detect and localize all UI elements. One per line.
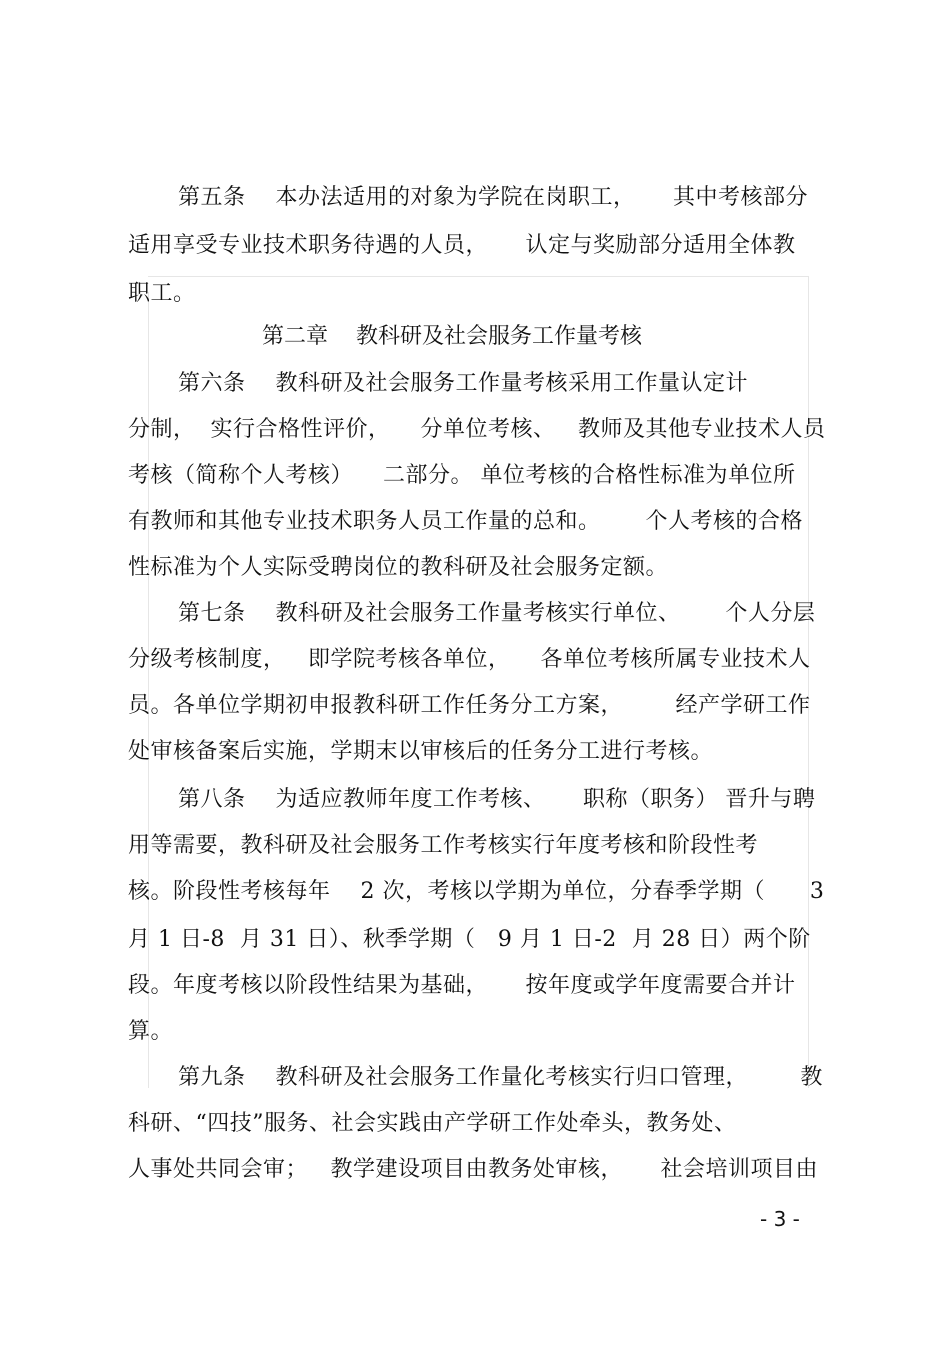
frame-left-line (148, 292, 149, 1088)
article-7-line-4: 处审核备案后实施，学期末以审核后的任务分工进行考核。 (128, 739, 714, 764)
article-8-line-4: 月 1 日-8 月 31 日）、秋季学期（ 9 月 1 日-2 月 28 日）两个阶 (128, 927, 811, 952)
article-8-line-2: 用等需要，教科研及社会服务工作考核实行年度考核和阶段性考 (128, 833, 759, 858)
article-7-line-1: 第七条 教科研及社会服务工作量考核实行单位、 个人分层 (178, 601, 816, 626)
chapter-heading: 第二章 教科研及社会服务工作量考核 (262, 324, 642, 349)
article-6-line-2: 分制， 实行合格性评价， 分单位考核、 教师及其他专业技术人员 (128, 417, 826, 442)
article-7-line-3: 员。各单位学期初申报教科研工作任务分工方案， 经产学研工作 (128, 693, 811, 718)
article-6-line-1: 第六条 教科研及社会服务工作量考核采用工作量认定计 (178, 371, 748, 396)
article-5-line-2: 适用享受专业技术职务待遇的人员， 认定与奖励部分适用全体教 (128, 233, 796, 258)
article-9-line-3: 人事处共同会审； 教学建设项目由教务处审核， 社会培训项目由 (128, 1157, 818, 1182)
frame-top-line (148, 276, 808, 277)
article-9-line-1: 第九条 教科研及社会服务工作量化考核实行归口管理， 教 (178, 1065, 823, 1090)
article-8-line-5: 段。年度考核以阶段性结果为基础， 按年度或学年度需要合并计 (128, 973, 796, 998)
article-7-line-2: 分级考核制度， 即学院考核各单位， 各单位考核所属专业技术人 (128, 647, 811, 672)
page-number: - 3 - (760, 1207, 800, 1231)
article-6-line-4: 有教师和其他专业技术职务人员工作量的总和。 个人考核的合格 (128, 509, 803, 534)
article-5-line-3: 职工。 (128, 281, 196, 306)
article-8-line-6: 算。 (128, 1019, 174, 1044)
article-9-line-2: 科研、“四技”服务、社会实践由产学研工作处牵头，教务处、 (128, 1111, 737, 1136)
article-8-line-3: 核。阶段性考核每年 2 次，考核以学期为单位，分春季学期（ 3 (128, 879, 825, 904)
article-6-line-3: 考核（简称个人考核） 二部分。 单位考核的合格性标准为单位所 (128, 463, 796, 488)
article-5-line-1: 第五条 本办法适用的对象为学院在岗职工， 其中考核部分 (178, 185, 808, 210)
article-8-line-1: 第八条 为适应教师年度工作考核、 职称（职务） 晋升与聘 (178, 787, 816, 812)
frame-right-line (808, 276, 809, 1088)
article-6-line-5: 性标准为个人实际受聘岗位的教科研及社会服务定额。 (128, 555, 669, 580)
